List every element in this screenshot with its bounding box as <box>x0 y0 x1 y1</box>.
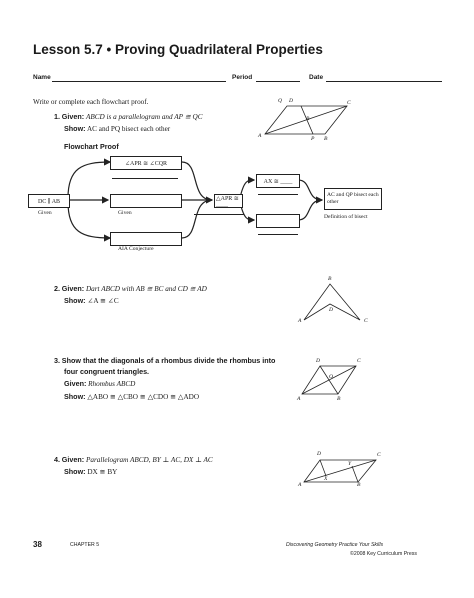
fig4-label-a: A <box>298 482 302 488</box>
flow-reason-blank-mid[interactable] <box>194 214 244 215</box>
flow-box-triangles: △APR ≅ ____ <box>214 194 243 208</box>
fig1-label-c: C <box>347 100 351 106</box>
problem1-given-text: ABCD is a parallelogram and AP ≅ QC <box>85 113 203 121</box>
problem4-show-label: Show: <box>64 467 86 476</box>
flow-box-blank-right[interactable] <box>256 214 300 228</box>
fig2-label-b: B <box>328 276 332 282</box>
problem2-show-text: ∠A ≅ ∠C <box>87 297 119 305</box>
problem1-given-label: Given: <box>61 112 85 121</box>
fig1-label-p: P <box>311 136 315 142</box>
copyright: ©2008 Key Curriculum Press <box>350 551 417 557</box>
flow-box-ax: AX ≅ ____ <box>256 174 300 188</box>
flow-reason-blank-ax[interactable] <box>258 194 298 195</box>
page-number: 38 <box>33 540 42 549</box>
problem3-show <box>64 392 199 401</box>
problem1-number: 1. <box>54 112 60 121</box>
problem1-show-label: Show: <box>64 124 86 133</box>
flow-box-given-blank[interactable] <box>110 194 182 208</box>
fig1-label-r: R <box>306 116 310 122</box>
problem3-number: 3. <box>54 356 60 365</box>
fig1-label-b: B <box>324 136 328 142</box>
flow-reason-parallel: Given <box>38 210 52 216</box>
fig1-label-a: A <box>258 133 262 139</box>
flow-reason-definition: Definition of bisect <box>324 214 368 220</box>
flow-reason-aia: AIA Conjecture <box>118 246 154 252</box>
problem3-given-label: Given: <box>64 379 87 388</box>
problem3-rhombus-figure <box>296 358 376 408</box>
fig2-label-a: A <box>298 318 302 324</box>
problem4-given-label: Given: <box>61 455 85 464</box>
chapter-label: CHAPTER 5 <box>70 542 100 548</box>
page-title: Lesson 5.7 • Proving Quadrilateral Properties <box>33 42 323 57</box>
flow-reason-blank-right[interactable] <box>258 234 298 235</box>
problem4-parallelogram-figure <box>296 452 386 492</box>
fig3-label-a: A <box>297 396 301 402</box>
period-label: Period <box>232 74 253 81</box>
fig1-label-d: D <box>289 98 294 104</box>
fig4-label-b: B <box>357 482 361 488</box>
problem2-given <box>54 284 207 293</box>
problem4-show <box>64 467 117 476</box>
flow-box-blank-bottom[interactable] <box>110 232 182 246</box>
fig4-label-c: C <box>377 452 381 458</box>
fig3-label-b: B <box>337 396 341 402</box>
fig4-label-d: D <box>317 451 322 457</box>
problem2-number: 2. <box>54 284 60 293</box>
flow-box-angles: ∠APR ≅ ∠CQR <box>110 156 182 170</box>
date-label: Date <box>309 74 324 81</box>
flow-reason-given: Given <box>118 210 132 216</box>
problem4-show-text: DX ≅ BY <box>87 468 118 476</box>
problem3-statement-line1: 3. Show that the diagonals of a rhombus divide the rhombus into <box>54 356 276 365</box>
problem2-given-text: Dart ABCD with AB ≅ BC and CD ≅ AD <box>85 285 207 293</box>
fig3-label-c: C <box>357 358 361 364</box>
flowchart-label: Flowchart Proof <box>64 142 119 151</box>
name-label: Name <box>33 74 51 81</box>
fig2-label-d: D <box>329 307 334 313</box>
problem3-given <box>64 379 135 388</box>
problem4-given-text: Parallelogram ABCD, BY ⊥ AC, DX ⊥ AC <box>85 456 213 464</box>
problem4-given <box>54 455 213 464</box>
problem1-show-text: AC and PQ bisect each other <box>86 125 171 133</box>
flow-box-bisect: AC and QP bisect each other <box>324 188 382 210</box>
fig3-label-d: D <box>316 358 321 364</box>
problem3-show-label: Show: <box>64 392 86 401</box>
problem4-number: 4. <box>54 455 60 464</box>
problem3-show-text: △ABO ≅ △CBO ≅ △CDO ≅ △ADO <box>87 393 200 401</box>
problem3-statement-line2: four congruent triangles. <box>64 367 150 376</box>
flow-box-parallel-sides: DC ∥ AB <box>28 194 70 208</box>
fig1-label-q: Q <box>278 98 283 104</box>
problem2-given-label: Given: <box>61 284 85 293</box>
book-title: Discovering Geometry Practice Your Skills <box>286 542 384 548</box>
fig4-label-y: Y <box>348 461 352 467</box>
instructions: Write or complete each flowchart proof. <box>33 98 149 106</box>
flow-reason-blank-top[interactable] <box>112 178 178 179</box>
fig2-label-c: C <box>364 318 368 324</box>
fig4-label-x: X <box>324 476 328 482</box>
fig3-label-o: O <box>329 374 334 380</box>
problem3-given-text: Rhombus ABCD <box>88 380 136 388</box>
problem2-show <box>64 296 119 305</box>
problem2-show-label: Show: <box>64 296 86 305</box>
